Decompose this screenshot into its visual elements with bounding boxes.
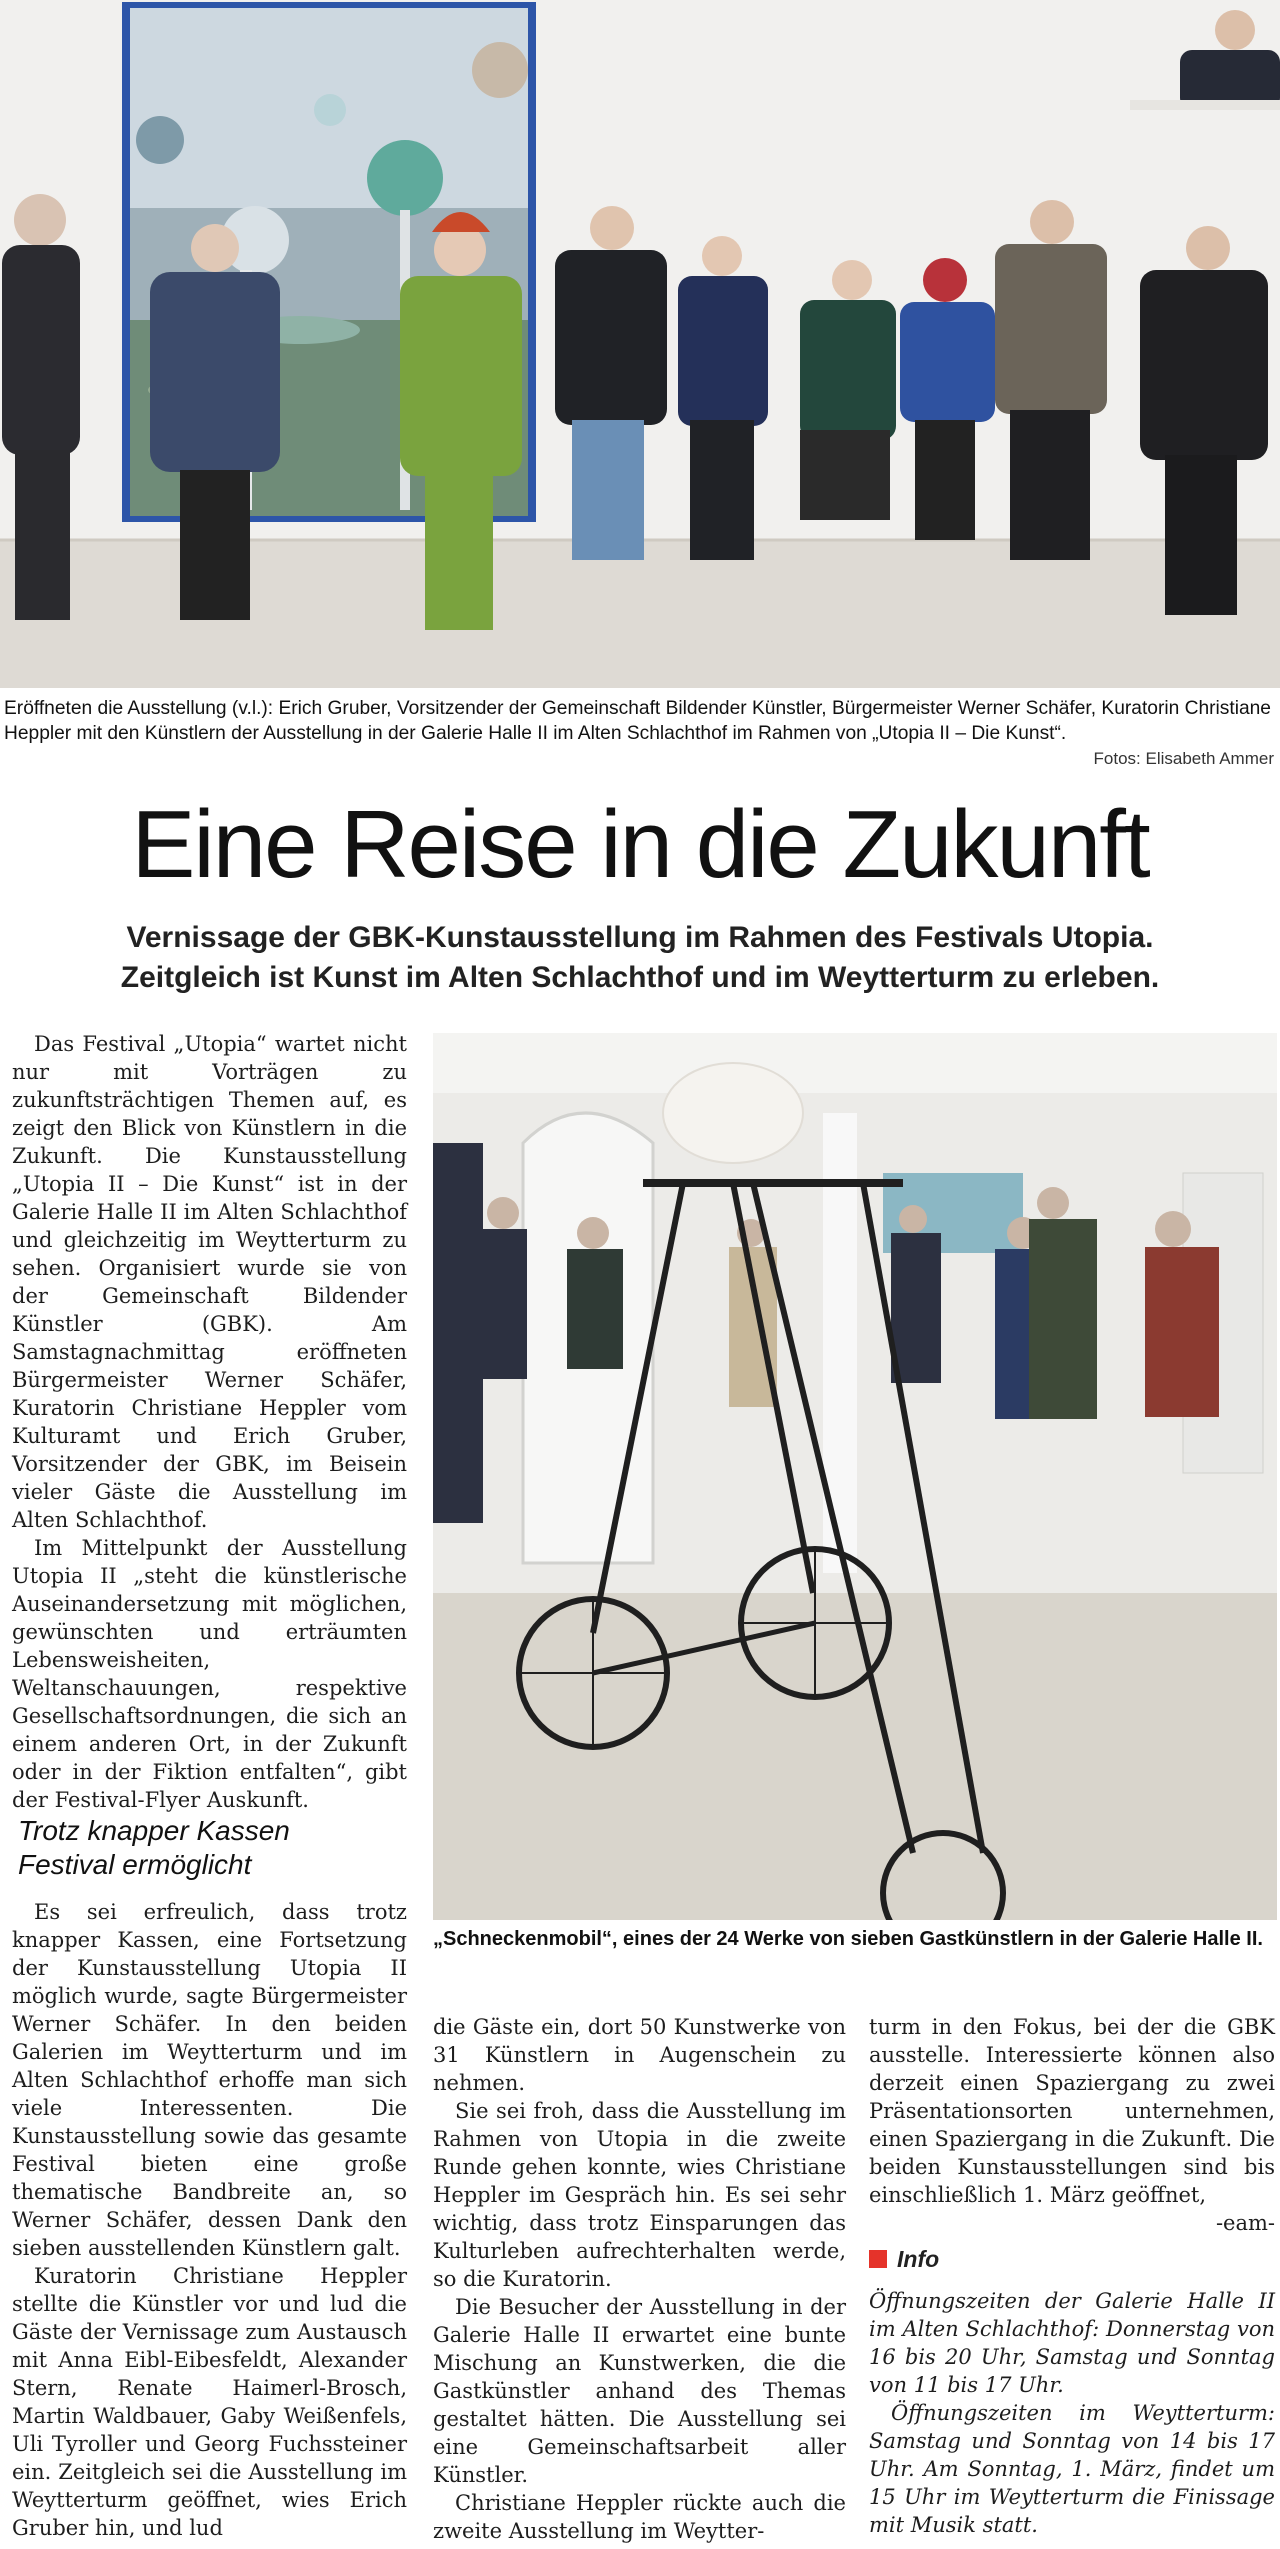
mid-photo-illustration — [433, 1033, 1277, 1920]
paragraph-2: Im Mittelpunkt der Ausstellung Utopia II „steht die künstlerische Auseinandersetzung mit möglichen, gewünschten und erträumten Lebensweisheiten, Weltanschauungen, respektive Gesellschaftsordnungen, die sich an einem anderen Ort, in der Zukunft oder in der Fiktion entfalten“, gibt der Festival-Flyer Auskunft. — [12, 1536, 407, 1812]
subtitle — [0, 918, 1280, 998]
photo-credit: Fotos: Elisabeth Ammer — [1093, 749, 1274, 768]
info-box-heading — [869, 2244, 939, 2274]
article-column-2 — [433, 2013, 846, 2545]
paragraph-5: die Gäste ein, dort 50 Kunstwerke von 31 Künstlern in Augenschein zu nehmen. — [433, 2015, 846, 2095]
subtitle-line-1: Vernissage der GBK-Kunstausstellung im Rahmen des Festivals Utopia. — [126, 921, 1154, 954]
top-photo-illustration — [0, 0, 1280, 688]
mid-photo — [433, 1033, 1277, 1920]
article-column-3 — [869, 2013, 1275, 2237]
info-paragraph-2: Öffnungszeiten im Weytterturm: Samstag und Sonntag von 14 bis 17 Uhr. Am Sonntag, 1. März, findet um 15 Uhr im Weytterturm die Finissage mit Musik statt. — [869, 2401, 1275, 2537]
headline: Eine Reise in die Zukunft — [131, 791, 1149, 898]
info-box — [869, 2287, 1275, 2539]
subheading-line-2: Festival ermöglicht — [18, 1849, 252, 1880]
subtitle-line-2: Zeitgleich ist Kunst im Alten Schlachthof und im Weytterturm zu erleben. — [120, 961, 1160, 994]
top-photo — [0, 0, 1280, 688]
info-label: Info — [897, 2246, 940, 2272]
article-column-1-continued — [12, 1898, 407, 2542]
article-column-1 — [12, 1030, 407, 1814]
paragraph-6: Sie sei froh, dass die Ausstellung im Rahmen von Utopia in die zweite Runde gehen konnte, wies Christiane Heppler im Gespräch hin. Es sei sehr wichtig, dass trotz Einsparungen das Kulturleben aufrechterhalten werde, so die Kuratorin. — [433, 2099, 846, 2291]
top-photo-caption: Eröffneten die Ausstellung (v.l.): Erich Gruber, Vorsitzender der Gemeinschaft Bildender Künstler, Bürgermeister Werner Schäfer, Kuratorin Christiane Heppler mit den Künstlern der Ausstellung in der Galerie Halle II im Alten Schlachthof im Rahmen von „Utopia II – Die Kunst“. — [4, 698, 1271, 744]
paragraph-4: Kuratorin Christiane Heppler stellte die Künstler vor und lud die Gäste der Vernissage zum Austausch mit Anna Eibl-Eibesfeldt, Alexander Stern, Renate Haimerl-Brosch, Martin Waldbauer, Gaby Weißenfels, Uli Tyroller und Georg Fuchssteiner ein. Zeitgleich sei die Ausstellung im Weytterturm geöffnet, wies Erich Gruber hin, und lud — [12, 2264, 407, 2540]
paragraph-3: Es sei erfreulich, dass trotz knapper Kassen, eine Fortsetzung der Kunstausstellung Utopia II möglich wurde, sagte Bürgermeister Werner Schäfer. In den beiden Galerien im Weytterturm und im Alten Schlachthof erhoffe man sich viele Interessenten. Die Kunstausstellung sowie das gesamte Festival bieten eine große thematische Bandbreite an, so Werner Schäfer, dessen Dank den sieben ausstellenden Künstlern galt. — [12, 1900, 407, 2260]
mid-photo-caption: „Schneckenmobil“, eines der 24 Werke von sieben Gastkünstlern in der Galerie Halle II. — [433, 1928, 1263, 1950]
info-square-icon — [869, 2250, 887, 2268]
subheading-line-1: Trotz knapper Kassen — [18, 1815, 290, 1846]
author-signature: -eam- — [1215, 2211, 1275, 2235]
paragraph-1: Das Festival „Utopia“ wartet nicht nur mit Vorträgen zu zukunftsträchtigen Themen auf, es zeigt den Blick von Künstlern in die Zukunft. Die Kunstausstellung „Utopia II – Die Kunst“ ist in der Galerie Halle II im Alten Schlachthof und gleichzeitig im Weytterturm zu sehen. Organisiert wurde sie von der Gemeinschaft Bildender Künstler (GBK). Am Samstagnachmittag eröffneten Bürgermeister Werner Schäfer, Kuratorin Christiane Heppler vom Kulturamt und Erich Gruber, Vorsitzender der GBK, im Beisein vieler Gäste die Ausstellung im Alten Schlachthof. — [12, 1032, 407, 1532]
paragraph-7: Die Besucher der Ausstellung in der Galerie Halle II erwartet eine bunte Mischung an Kunstwerken, die die Gastkünstler anhand des Themas gestaltet hätten. Die Ausstellung sei eine Gemeinschaftsarbeit aller Künstler. — [433, 2295, 846, 2487]
paragraph-8: Christiane Heppler rückte auch die zweite Ausstellung im Weytter- — [433, 2491, 846, 2543]
subheading — [18, 1814, 408, 1882]
paragraph-9: turm in den Fokus, bei der die GBK ausstelle. Interessierte können also derzeit einen Spaziergang zu zwei Präsentationsorten unternehmen, einen Spaziergang in die Zukunft. Die beiden Kunstausstellungen sind bis einschließlich 1. März geöffnet, — [869, 2015, 1275, 2207]
info-paragraph-1: Öffnungszeiten der Galerie Halle II im Alten Schlachthof: Donnerstag von 16 bis 20 Uhr, Samstag und Sonntag von 11 bis 17 Uhr. — [869, 2289, 1275, 2397]
